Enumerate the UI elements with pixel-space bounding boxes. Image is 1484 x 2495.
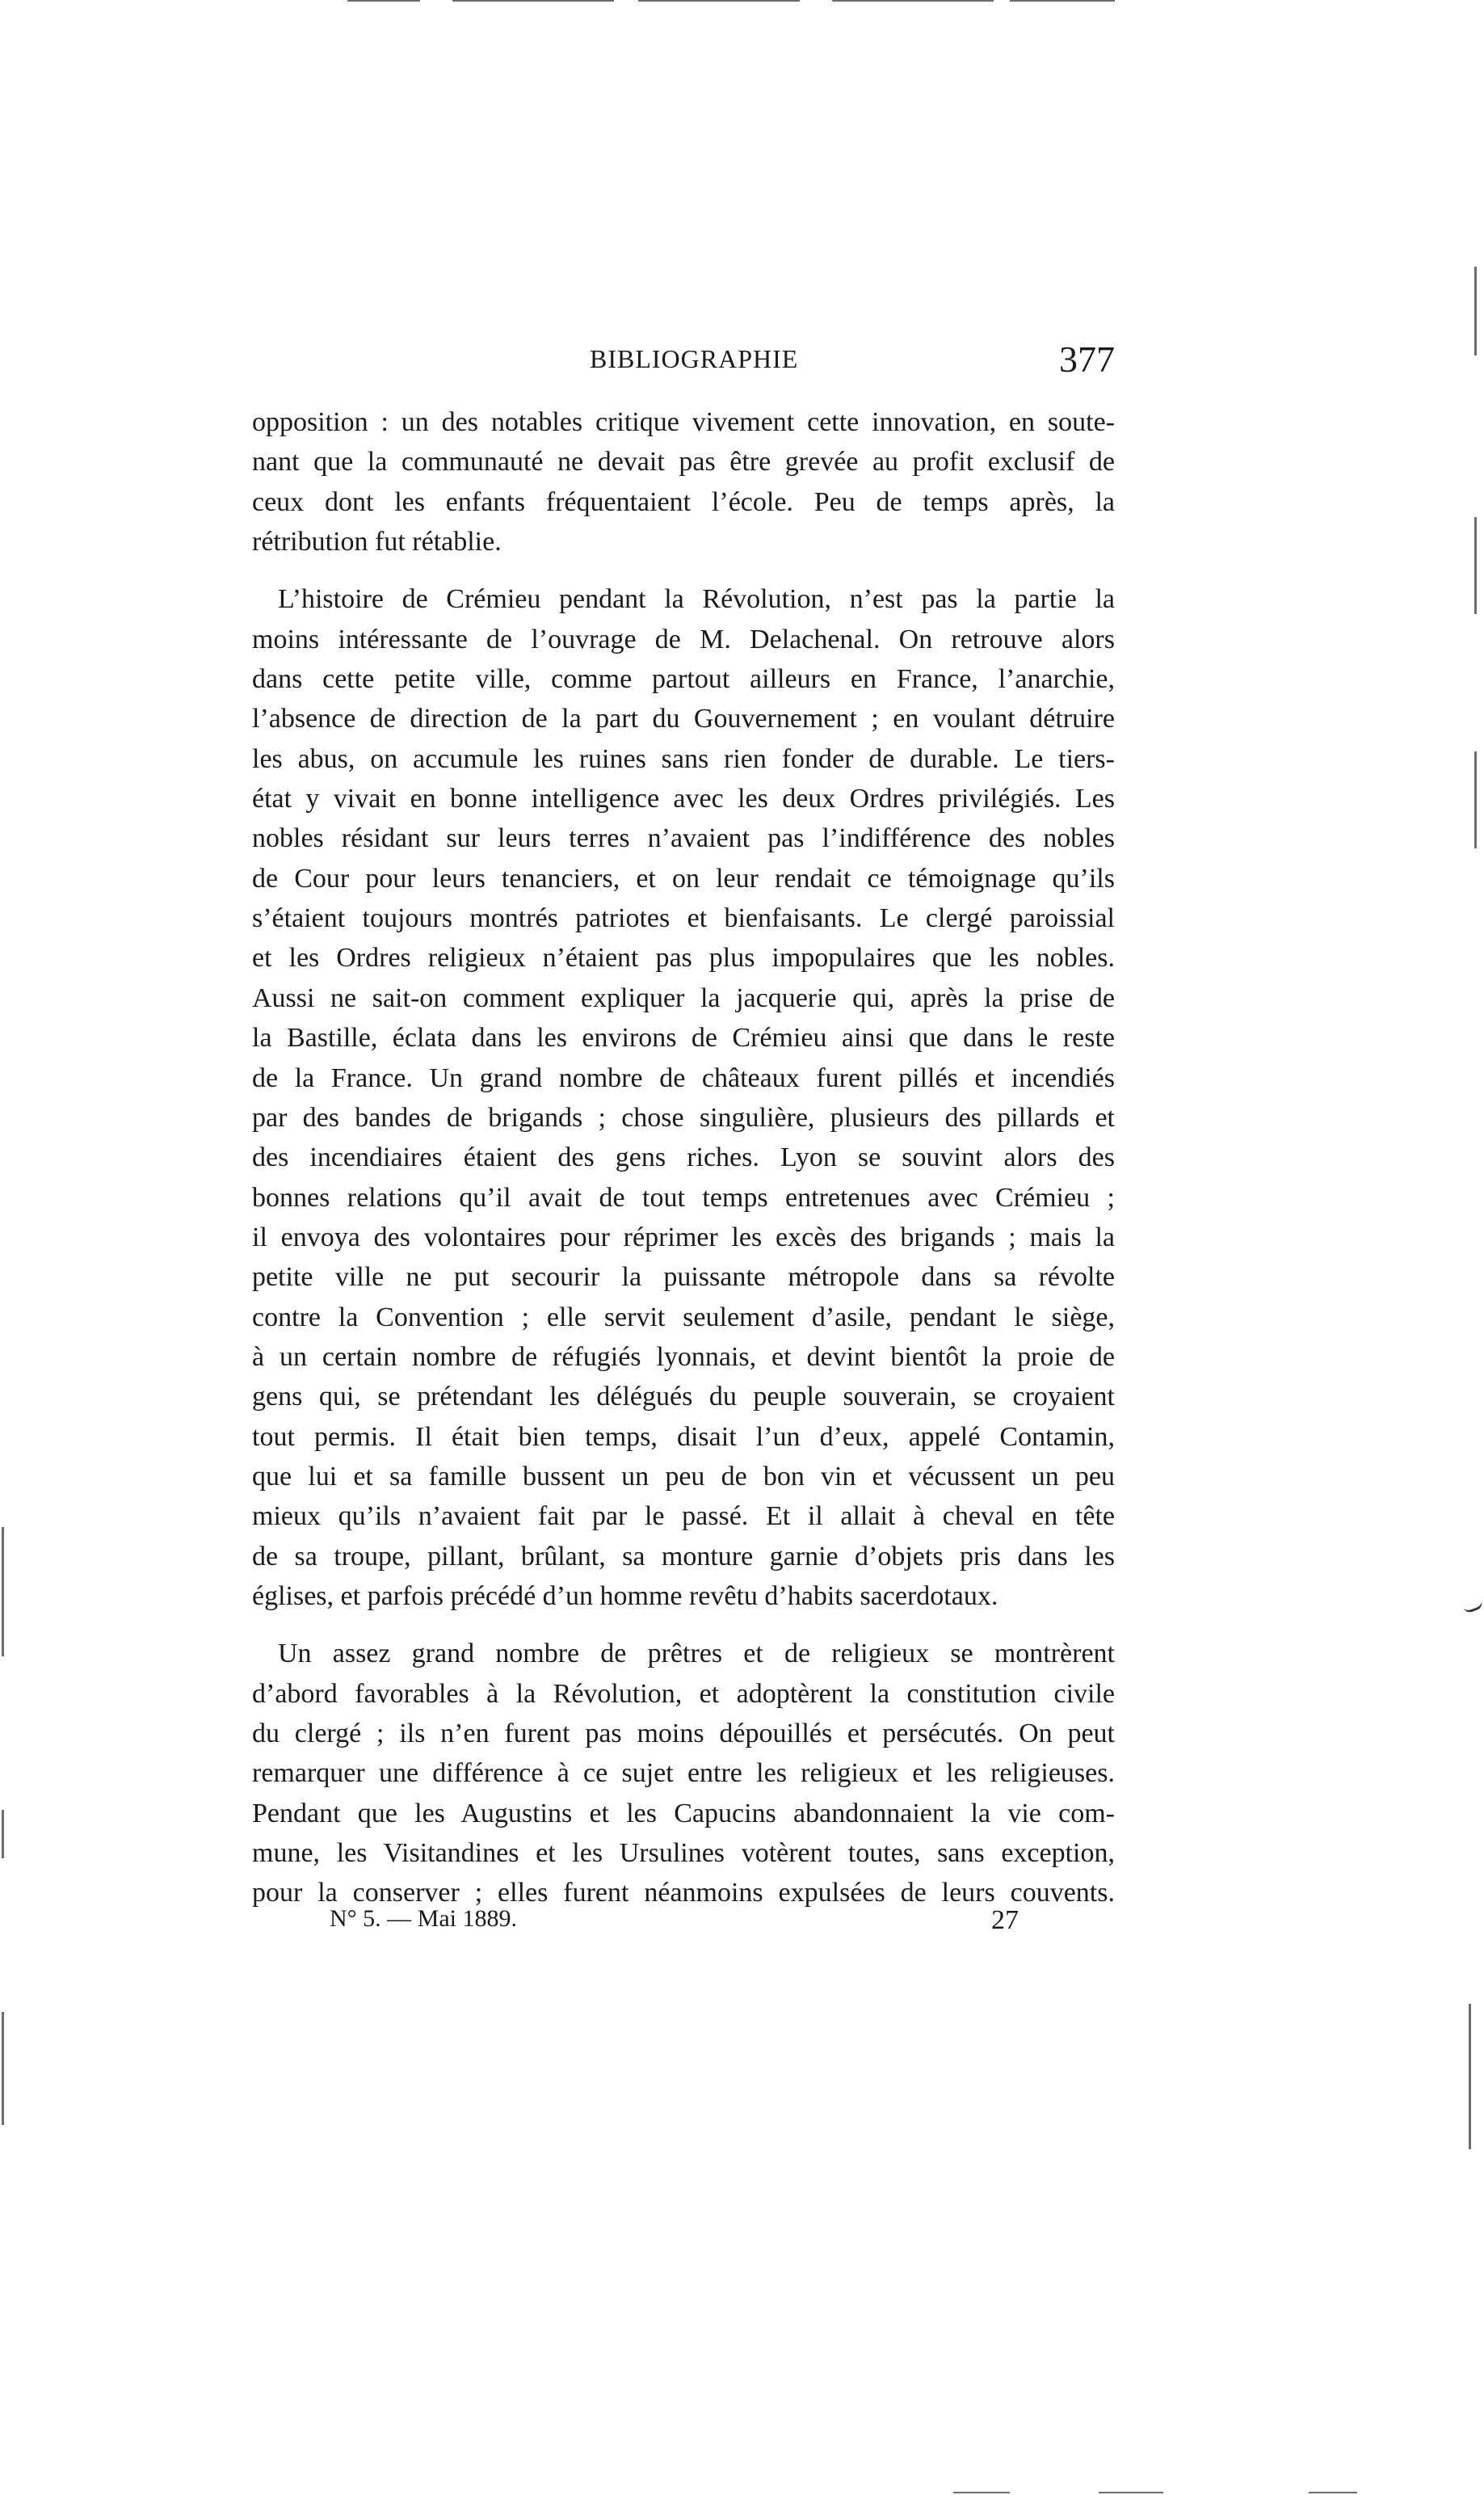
scan-edge-mark	[347, 0, 420, 2]
scan-edge-mark	[953, 2492, 1010, 2493]
scan-edge-mark	[832, 0, 994, 2]
text-line: remarquer une différence à ce sujet entre les religieux et les religieuses.	[252, 1758, 1115, 1789]
text-line: Aussi ne sait-on comment expliquer la jacquerie qui, après la prise de	[252, 982, 1115, 1013]
signature-mark: 27	[991, 1905, 1019, 1935]
scan-edge-mark	[2, 1527, 4, 1656]
page-footer	[252, 1905, 1115, 1946]
scan-edge-mark	[1474, 267, 1477, 356]
text-line: que lui et sa famille bussent un peu de bon vin et vécussent un peu	[252, 1461, 1115, 1492]
scan-edge-mark	[1309, 2492, 1357, 2493]
text-line: dans cette petite ville, comme partout ailleurs en France, l’anarchie,	[252, 664, 1115, 695]
text-line: ceux dont les enfants fréquentaient l’école. Peu de temps après, la	[252, 486, 1115, 517]
text-line: L’histoire de Crémieu pendant la Révolution, n’est pas la partie la	[278, 584, 1115, 615]
page-number: 377	[1059, 339, 1115, 380]
scan-edge-mark	[1099, 2492, 1163, 2493]
text-line: état y vivait en bonne intelligence avec les deux Ordres privilégiés. Les	[252, 784, 1115, 814]
scan-edge-mark	[1474, 517, 1477, 614]
text-line: Un assez grand nombre de prêtres et de religieux se montrèrent	[278, 1639, 1115, 1669]
running-title: BIBLIOGRAPHIE	[590, 344, 799, 373]
running-head	[250, 338, 1115, 394]
text-line: à un certain nombre de réfugiés lyonnais, et devint bientôt la proie de	[252, 1341, 1115, 1372]
text-line: nobles résidant sur leurs terres n’avaient pas l’indifférence des nobles	[252, 823, 1115, 854]
text-line: par des bandes de brigands ; chose singulière, plusieurs des pillards et	[252, 1102, 1115, 1133]
scan-edge-mark	[2, 2012, 4, 2125]
text-line: mieux qu’ils n’avaient fait par le passé. Et il allait à cheval en tête	[252, 1501, 1115, 1532]
paragraph	[252, 1634, 1115, 1912]
text-line: et les Ordres religieux n’étaient pas plus impopulaires que les nobles.	[252, 943, 1115, 974]
text-line: moins intéressante de l’ouvrage de M. Delachenal. On retrouve alors	[252, 624, 1115, 654]
scan-edge-mark	[452, 0, 614, 2]
scan-edge-mark	[2, 1810, 4, 1858]
text-line: l’absence de direction de la part du Gouvernement ; en voulant détruire	[252, 704, 1115, 734]
issue-line: N° 5. — Mai 1889.	[330, 1905, 517, 1932]
paragraph	[252, 402, 1115, 562]
text-line: il envoya des volontaires pour réprimer les excès des brigands ; mais la	[252, 1222, 1115, 1252]
scan-edge-mark	[1010, 0, 1115, 2]
text-line: gens qui, se prétendant les délégués du peuple souverain, se croyaient	[252, 1382, 1115, 1412]
text-line: de sa troupe, pillant, brûlant, sa monture garnie d’objets pris dans les	[252, 1541, 1115, 1571]
text-line: opposition : un des notables critique vivement cette innovation, en soute-	[252, 407, 1115, 437]
text-line: s’étaient toujours montrés patriotes et bienfaisants. Le clergé paroissial	[252, 903, 1115, 934]
text-line: les abus, on accumule les ruines sans rien fonder de durable. Le tiers-	[252, 743, 1115, 774]
scan-edge-mark	[1469, 2004, 1471, 2149]
margin-pencil-mark	[1463, 1601, 1484, 1614]
text-line: la Bastille, éclata dans les environs de Crémieu ainsi que dans le reste	[252, 1023, 1115, 1054]
text-line: contre la Convention ; elle servit seulement d’asile, pendant le siège,	[252, 1302, 1115, 1332]
text-line: pour la conserver ; elles furent néanmoins expulsées de leurs couvents.	[252, 1878, 1115, 1908]
text-line: d’abord favorables à la Révolution, et adoptèrent la constitution civile	[252, 1678, 1115, 1709]
text-line: nant que la communauté ne devait pas être grevée au profit exclusif de	[252, 447, 1115, 478]
text-line: bonnes relations qu’il avait de tout temps entretenues avec Crémieu ;	[252, 1182, 1115, 1213]
text-line: de la France. Un grand nombre de châteaux furent pillés et incendiés	[252, 1062, 1115, 1093]
text-line: des incendiaires étaient des gens riches. Lyon se souvint alors des	[252, 1142, 1115, 1173]
text-line: de Cour pour leurs tenanciers, et on leur rendait ce témoignage qu’ils	[252, 863, 1115, 894]
body-text	[252, 402, 1115, 1913]
text-line: rétribution fut rétablie.	[252, 527, 502, 557]
text-line: Pendant que les Augustins et les Capucins abandonnaient la vie com-	[252, 1798, 1115, 1828]
text-line: petite ville ne put secourir la puissante métropole dans sa révolte	[252, 1262, 1115, 1293]
text-line: tout permis. Il était bien temps, disait l’un d’eux, appelé Contamin,	[252, 1421, 1115, 1452]
text-line: églises, et parfois précédé d’un homme revêtu d’habits sacerdotaux.	[252, 1580, 998, 1611]
text-line: mune, les Visitandines et les Ursulines votèrent toutes, sans exception,	[252, 1838, 1115, 1869]
scan-edge-mark	[638, 0, 800, 2]
text-line: du clergé ; ils n’en furent pas moins dépouillés et persécutés. On peut	[252, 1719, 1115, 1748]
paragraph	[252, 579, 1115, 1616]
scan-edge-mark	[1474, 751, 1477, 848]
